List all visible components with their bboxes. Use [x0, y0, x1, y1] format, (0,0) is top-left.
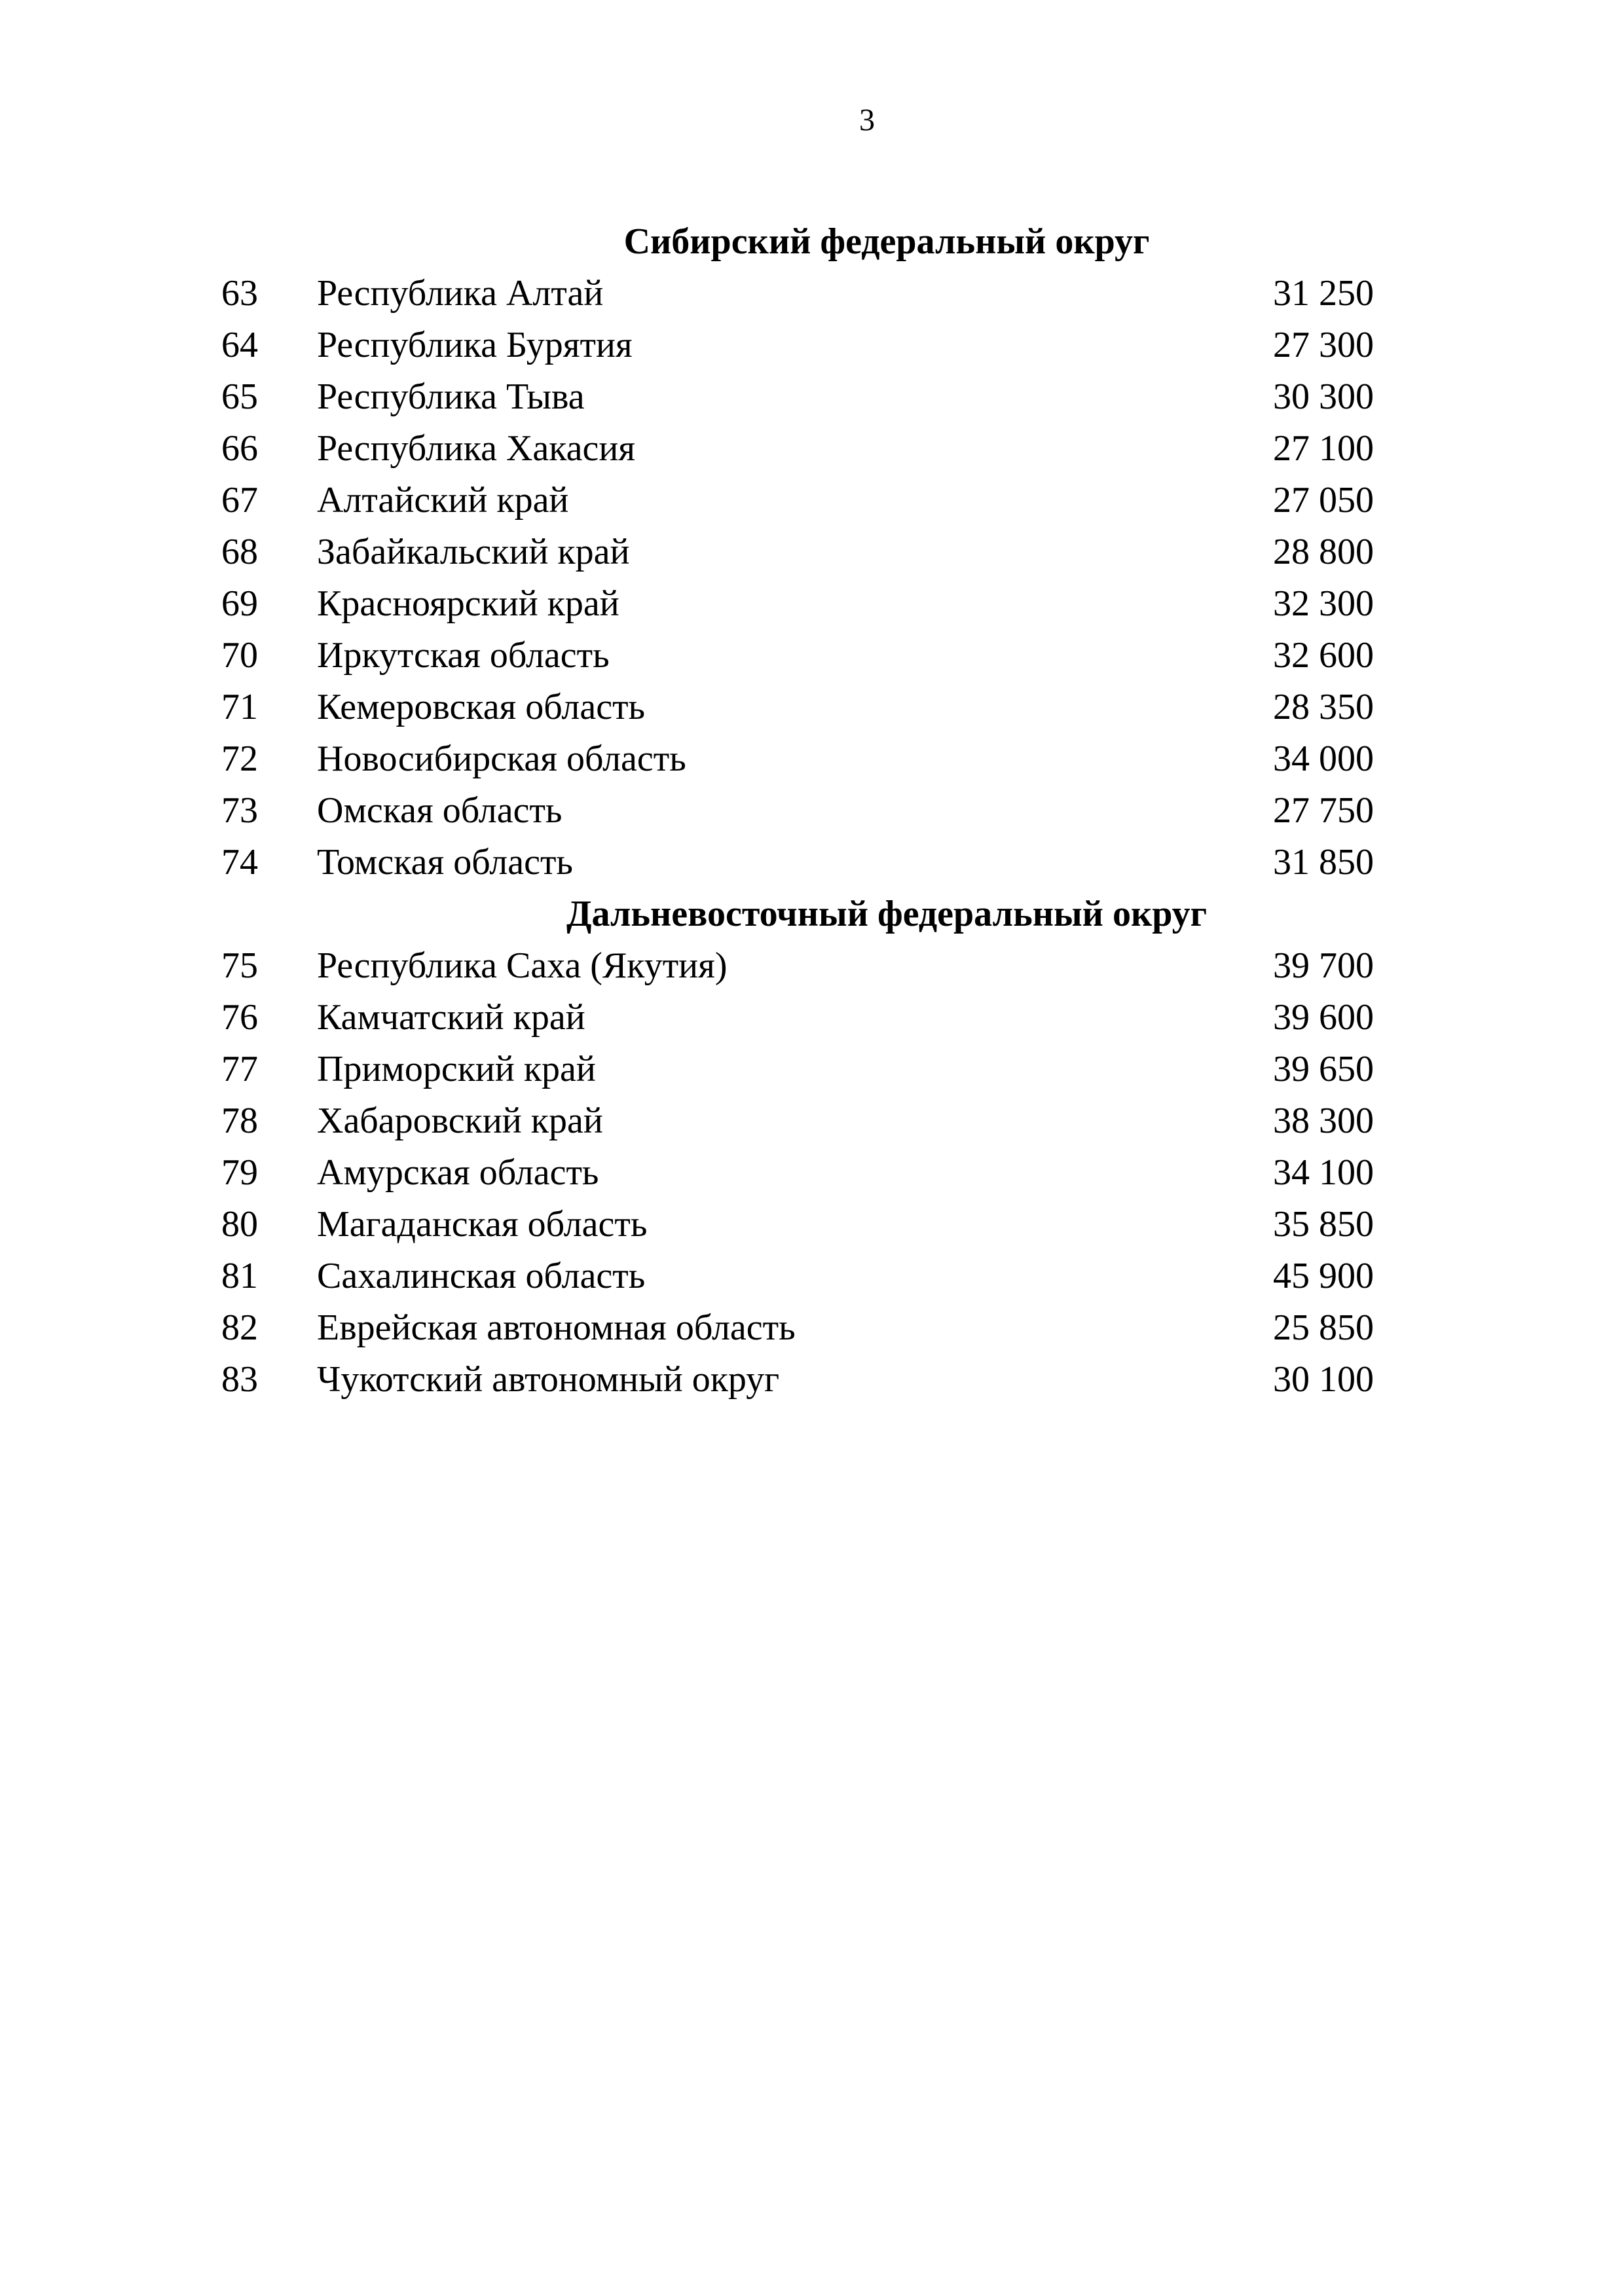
row-number: 79: [221, 1152, 258, 1193]
region-name: Республика Бурятия: [317, 325, 633, 365]
row-number: 82: [221, 1307, 258, 1348]
region-value: 30 100: [1273, 1359, 1374, 1400]
region-name: Приморский край: [317, 1049, 596, 1089]
table-row: [221, 1199, 1374, 1250]
region-name: Забайкальский край: [317, 532, 630, 572]
section-title: Сибирский федеральный округ: [623, 221, 1150, 262]
region-value: 28 350: [1273, 687, 1374, 727]
table-row: [221, 682, 1374, 733]
row-number: 78: [221, 1101, 258, 1141]
region-value: 25 850: [1273, 1307, 1374, 1348]
region-value: 34 000: [1273, 738, 1374, 779]
row-number: 71: [221, 687, 258, 727]
region-value: 35 850: [1273, 1204, 1374, 1245]
region-name: Томская область: [317, 842, 573, 883]
table-row: [221, 992, 1374, 1044]
region-name: Чукотский автономный округ: [317, 1359, 780, 1400]
region-name: Еврейская автономная область: [317, 1307, 796, 1348]
table-row: [221, 526, 1374, 578]
region-name: Республика Алтай: [317, 273, 604, 314]
row-number: 76: [221, 997, 258, 1038]
region-value: 45 900: [1273, 1256, 1374, 1296]
table-row: [221, 423, 1374, 475]
table-row: [221, 1302, 1374, 1354]
table-row: [221, 475, 1374, 526]
table-row: [221, 1095, 1374, 1147]
table-row: [221, 578, 1374, 630]
row-number: 67: [221, 480, 258, 520]
row-number: 75: [221, 945, 258, 986]
region-name: Хабаровский край: [317, 1101, 603, 1141]
row-number: 68: [221, 532, 258, 572]
row-number: 64: [221, 325, 258, 365]
table-row: [221, 785, 1374, 837]
table-row: [221, 630, 1374, 682]
table-row: [221, 733, 1374, 785]
region-value: 27 050: [1273, 480, 1374, 520]
table-row: [221, 1354, 1374, 1406]
row-number: 63: [221, 273, 258, 314]
region-value: 39 600: [1273, 997, 1374, 1038]
region-value: 31 250: [1273, 273, 1374, 314]
row-number: 66: [221, 428, 258, 469]
region-name: Амурская область: [317, 1152, 599, 1193]
region-value: 38 300: [1273, 1101, 1374, 1141]
section-title: Дальневосточный федеральный округ: [566, 894, 1208, 934]
row-number: 81: [221, 1256, 258, 1296]
row-number: 73: [221, 790, 258, 831]
region-value: 39 700: [1273, 945, 1374, 986]
row-number: 77: [221, 1049, 258, 1089]
region-name: Республика Саха (Якутия): [317, 945, 728, 986]
table-row: [221, 319, 1374, 371]
region-value: 39 650: [1273, 1049, 1374, 1089]
table-row: [221, 940, 1374, 992]
table-row: [221, 268, 1374, 319]
region-name: Республика Тыва: [317, 376, 585, 417]
region-value: 27 300: [1273, 325, 1374, 365]
row-number: 74: [221, 842, 258, 883]
region-value: 34 100: [1273, 1152, 1374, 1193]
region-value: 31 850: [1273, 842, 1374, 883]
region-value: 32 300: [1273, 583, 1374, 624]
region-value: 32 600: [1273, 635, 1374, 676]
region-name: Алтайский край: [317, 480, 569, 520]
region-name: Магаданская область: [317, 1204, 648, 1245]
row-number: 65: [221, 376, 258, 417]
region-name: Иркутская область: [317, 635, 610, 676]
row-number: 70: [221, 635, 258, 676]
region-name: Камчатский край: [317, 997, 585, 1038]
page-number: 3: [859, 103, 875, 137]
region-value: 30 300: [1273, 376, 1374, 417]
table-row: [221, 1044, 1374, 1095]
region-name: Сахалинская область: [317, 1256, 646, 1296]
table-row: [221, 1250, 1374, 1302]
table-row: [221, 371, 1374, 423]
region-name: Красноярский край: [317, 583, 619, 624]
region-name: Кемеровская область: [317, 687, 646, 727]
region-value: 28 800: [1273, 532, 1374, 572]
region-name: Республика Хакасия: [317, 428, 636, 469]
row-number: 83: [221, 1359, 258, 1400]
region-value: 27 100: [1273, 428, 1374, 469]
region-name: Омская область: [317, 790, 563, 831]
row-number: 69: [221, 583, 258, 624]
row-number: 72: [221, 738, 258, 779]
region-value: 27 750: [1273, 790, 1374, 831]
region-table: [221, 216, 1374, 1406]
table-row: [221, 837, 1374, 888]
region-name: Новосибирская область: [317, 738, 686, 779]
table-row: [221, 1147, 1374, 1199]
row-number: 80: [221, 1204, 258, 1245]
